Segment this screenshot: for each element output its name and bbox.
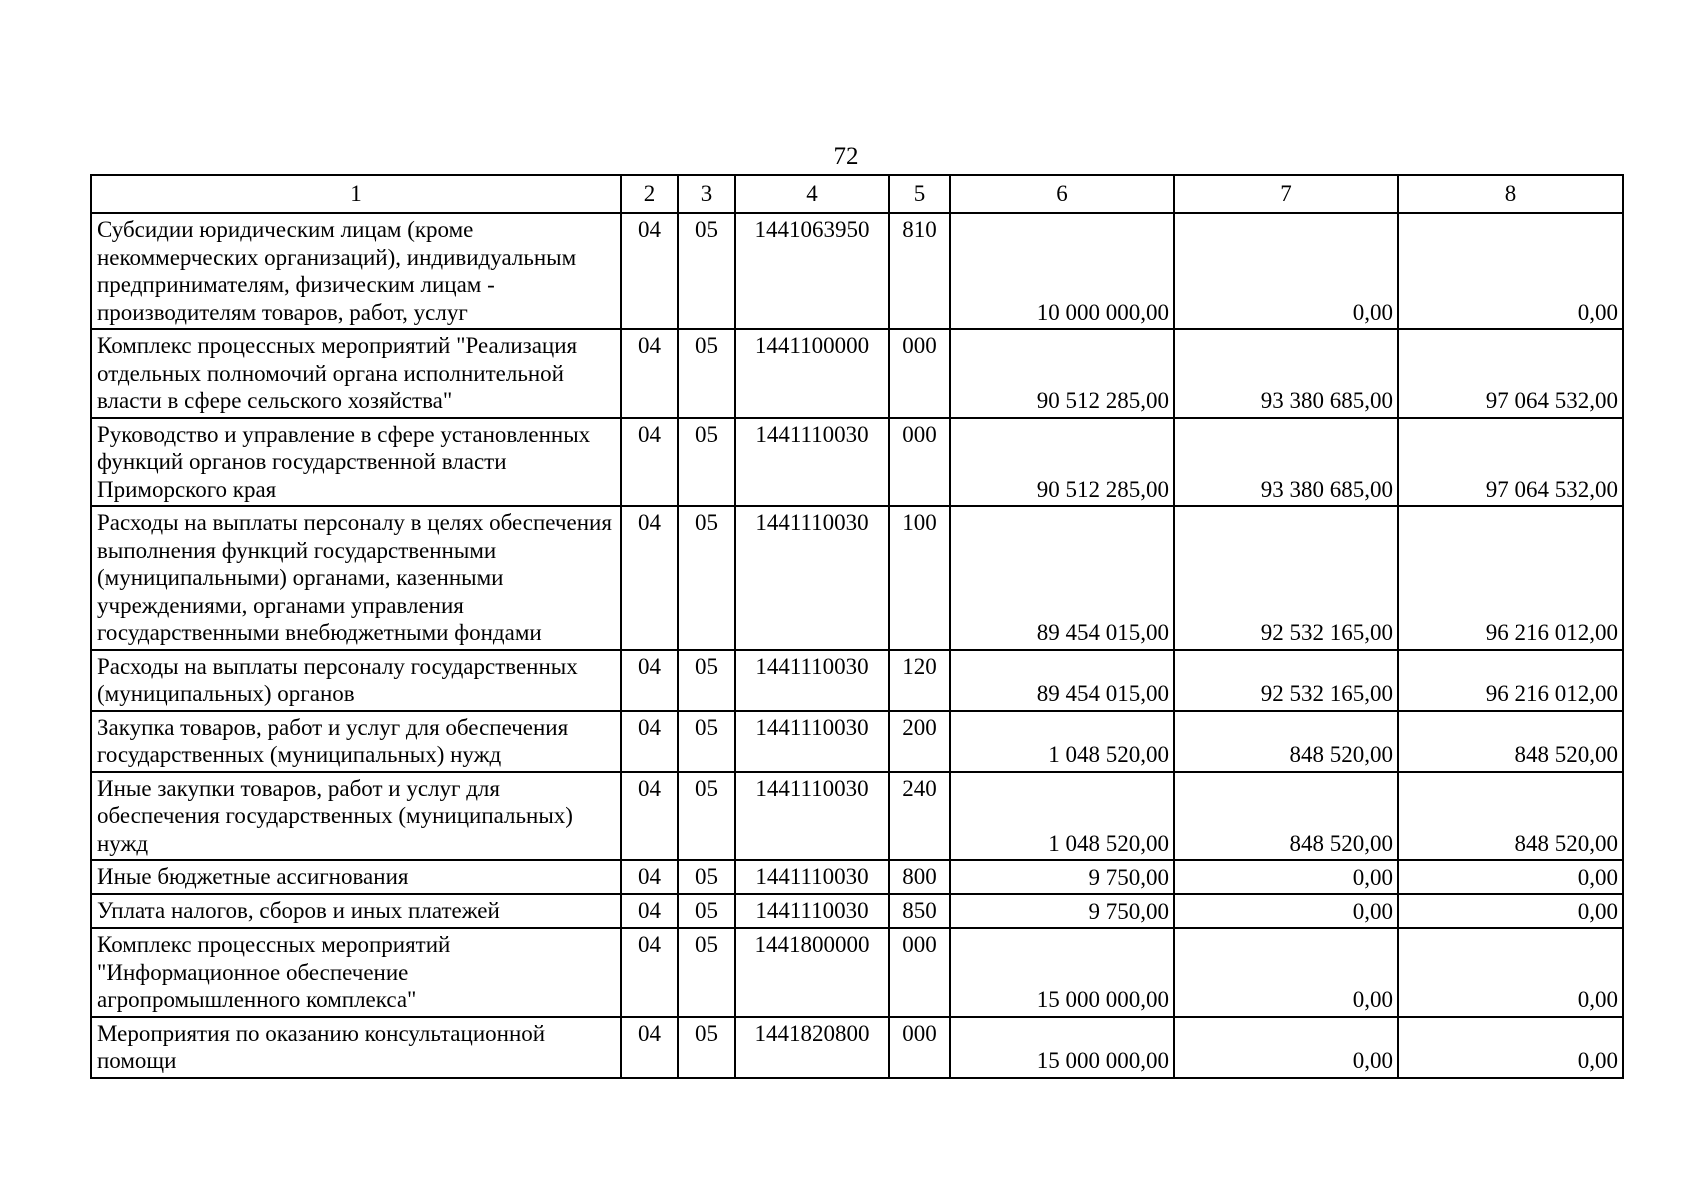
section-code-cell: 04 (621, 894, 678, 928)
target-code-cell: 1441110030 (735, 506, 889, 650)
expense-type-cell: 000 (889, 928, 950, 1017)
table-row (91, 928, 1623, 1017)
amount-cell-col6: 10 000 000,00 (950, 213, 1174, 329)
amount-cell-col6: 15 000 000,00 (950, 1017, 1174, 1078)
header-row (91, 175, 1623, 213)
amount-cell-col7: 92 532 165,00 (1174, 506, 1398, 650)
row-name-cell: Иные бюджетные ассигнования (91, 860, 621, 894)
table-row (91, 213, 1623, 329)
subsection-code-cell: 05 (678, 772, 735, 861)
row-name-cell: Комплекс процессных мероприятий "Реализация отдельных полномочий органа исполнительной власти в сфере сельского хозяйства" (91, 329, 621, 418)
amount-cell-col7: 93 380 685,00 (1174, 418, 1398, 507)
target-code-cell: 1441110030 (735, 894, 889, 928)
amount-cell-col8: 0,00 (1398, 860, 1623, 894)
target-code-cell: 1441110030 (735, 772, 889, 861)
table-row (91, 329, 1623, 418)
amount-cell-col6: 1 048 520,00 (950, 711, 1174, 772)
section-code-cell: 04 (621, 506, 678, 650)
amount-cell-col6: 9 750,00 (950, 860, 1174, 894)
table-row (91, 711, 1623, 772)
amount-cell-col6: 1 048 520,00 (950, 772, 1174, 861)
section-code-cell: 04 (621, 1017, 678, 1078)
amount-cell-col8: 848 520,00 (1398, 711, 1623, 772)
amount-cell-col8: 0,00 (1398, 928, 1623, 1017)
column-header: 8 (1398, 175, 1623, 213)
table-row (91, 1017, 1623, 1078)
expense-type-cell: 810 (889, 213, 950, 329)
subsection-code-cell: 05 (678, 928, 735, 1017)
subsection-code-cell: 05 (678, 418, 735, 507)
table-row (91, 860, 1623, 894)
row-name-cell: Иные закупки товаров, работ и услуг для обеспечения государственных (муниципальных) нужд (91, 772, 621, 861)
table-row (91, 506, 1623, 650)
table-row (91, 894, 1623, 928)
table-row (91, 772, 1623, 861)
section-code-cell: 04 (621, 711, 678, 772)
table-body (91, 213, 1623, 1078)
section-code-cell: 04 (621, 650, 678, 711)
amount-cell-col6: 9 750,00 (950, 894, 1174, 928)
column-header: 2 (621, 175, 678, 213)
column-header: 3 (678, 175, 735, 213)
amount-cell-col7: 0,00 (1174, 213, 1398, 329)
expense-type-cell: 000 (889, 1017, 950, 1078)
target-code-cell: 1441800000 (735, 928, 889, 1017)
subsection-code-cell: 05 (678, 506, 735, 650)
section-code-cell: 04 (621, 928, 678, 1017)
amount-cell-col8: 0,00 (1398, 894, 1623, 928)
subsection-code-cell: 05 (678, 894, 735, 928)
row-name-cell: Комплекс процессных мероприятий "Информационное обеспечение агропромышленного комплекса" (91, 928, 621, 1017)
section-code-cell: 04 (621, 772, 678, 861)
amount-cell-col7: 0,00 (1174, 1017, 1398, 1078)
amount-cell-col7: 93 380 685,00 (1174, 329, 1398, 418)
row-name-cell: Руководство и управление в сфере установленных функций органов государственной власти Приморского края (91, 418, 621, 507)
amount-cell-col7: 0,00 (1174, 860, 1398, 894)
row-name-cell: Закупка товаров, работ и услуг для обеспечения государственных (муниципальных) нужд (91, 711, 621, 772)
amount-cell-col7: 848 520,00 (1174, 772, 1398, 861)
amount-cell-col8: 97 064 532,00 (1398, 418, 1623, 507)
amount-cell-col6: 89 454 015,00 (950, 506, 1174, 650)
target-code-cell: 1441100000 (735, 329, 889, 418)
expense-type-cell: 100 (889, 506, 950, 650)
target-code-cell: 1441063950 (735, 213, 889, 329)
expense-type-cell: 120 (889, 650, 950, 711)
amount-cell-col7: 92 532 165,00 (1174, 650, 1398, 711)
section-code-cell: 04 (621, 213, 678, 329)
amount-cell-col8: 0,00 (1398, 1017, 1623, 1078)
expense-type-cell: 000 (889, 418, 950, 507)
section-code-cell: 04 (621, 329, 678, 418)
amount-cell-col8: 96 216 012,00 (1398, 506, 1623, 650)
amount-cell-col8: 97 064 532,00 (1398, 329, 1623, 418)
row-name-cell: Мероприятия по оказанию консультационной помощи (91, 1017, 621, 1078)
page-number: 72 (833, 143, 859, 170)
amount-cell-col6: 90 512 285,00 (950, 329, 1174, 418)
target-code-cell: 1441820800 (735, 1017, 889, 1078)
amount-cell-col7: 848 520,00 (1174, 711, 1398, 772)
row-name-cell: Уплата налогов, сборов и иных платежей (91, 894, 621, 928)
expense-type-cell: 850 (889, 894, 950, 928)
subsection-code-cell: 05 (678, 329, 735, 418)
table-row (91, 418, 1623, 507)
column-header: 7 (1174, 175, 1398, 213)
subsection-code-cell: 05 (678, 650, 735, 711)
expense-type-cell: 240 (889, 772, 950, 861)
subsection-code-cell: 05 (678, 1017, 735, 1078)
amount-cell-col6: 89 454 015,00 (950, 650, 1174, 711)
amount-cell-col8: 848 520,00 (1398, 772, 1623, 861)
subsection-code-cell: 05 (678, 860, 735, 894)
row-name-cell: Расходы на выплаты персоналу в целях обеспечения выполнения функций государственными (муниципальными) органами, казенными учреждениями, органами управления государственными внебюджетными фондами (91, 506, 621, 650)
column-header: 6 (950, 175, 1174, 213)
amount-cell-col8: 96 216 012,00 (1398, 650, 1623, 711)
target-code-cell: 1441110030 (735, 418, 889, 507)
amount-cell-col7: 0,00 (1174, 928, 1398, 1017)
section-code-cell: 04 (621, 418, 678, 507)
amount-cell-col6: 15 000 000,00 (950, 928, 1174, 1017)
amount-cell-col6: 90 512 285,00 (950, 418, 1174, 507)
subsection-code-cell: 05 (678, 711, 735, 772)
table-row (91, 650, 1623, 711)
column-header: 5 (889, 175, 950, 213)
target-code-cell: 1441110030 (735, 711, 889, 772)
target-code-cell: 1441110030 (735, 860, 889, 894)
section-code-cell: 04 (621, 860, 678, 894)
amount-cell-col8: 0,00 (1398, 213, 1623, 329)
target-code-cell: 1441110030 (735, 650, 889, 711)
amount-cell-col7: 0,00 (1174, 894, 1398, 928)
row-name-cell: Расходы на выплаты персоналу государственных (муниципальных) органов (91, 650, 621, 711)
row-name-cell: Субсидии юридическим лицам (кроме некоммерческих организаций), индивидуальным предпринимателям, физическим лицам - производителям товаров, работ, услуг (91, 213, 621, 329)
expense-type-cell: 800 (889, 860, 950, 894)
expense-type-cell: 200 (889, 711, 950, 772)
column-header: 1 (91, 175, 621, 213)
subsection-code-cell: 05 (678, 213, 735, 329)
budget-table (90, 174, 1624, 1079)
column-header: 4 (735, 175, 889, 213)
expense-type-cell: 000 (889, 329, 950, 418)
